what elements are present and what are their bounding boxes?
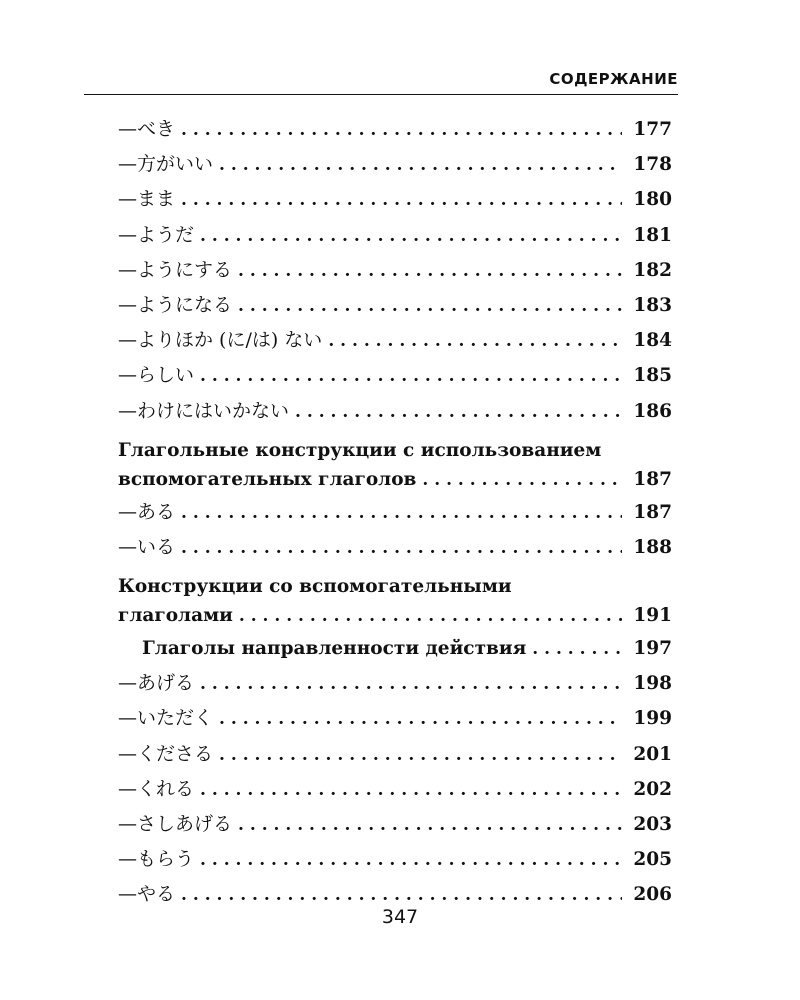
dot-leader [181,531,622,566]
toc-entry-page: 206 [633,884,672,906]
toc-entry-page: 182 [633,259,672,281]
toc-entry[interactable] [118,530,672,565]
dot-leader [219,738,622,773]
dot-leader [181,113,622,148]
dot-leader [328,324,622,359]
toc-entry[interactable] [118,666,672,701]
toc-entry-page: 205 [633,849,672,871]
table-of-contents [118,112,672,913]
toc-entry-page: 185 [633,365,672,387]
toc-entry-label: —もらう [118,848,195,871]
toc-entry[interactable] [118,358,672,393]
header-rule [84,94,678,95]
section-heading-line: Глагольные конструкции с использованием [118,439,602,461]
dot-leader [238,808,622,843]
toc-entry[interactable] [118,323,672,358]
toc-entry-label: —あげる [118,672,195,695]
toc-section-heading[interactable] [118,565,672,631]
dot-leader [219,702,622,737]
toc-entry-label: —ようにする [118,258,233,281]
toc-entry[interactable] [118,701,672,736]
toc-entry-page: 197 [633,638,672,660]
toc-entry-page: 186 [633,400,672,422]
toc-entry-page: 199 [633,708,672,730]
toc-entry-page: 198 [633,673,672,695]
toc-entry-page: 180 [633,189,672,211]
dot-leader [239,601,622,631]
toc-entry-label: —らしい [118,364,195,387]
toc-entry[interactable] [118,807,672,842]
toc-entry-page: 201 [633,743,672,765]
toc-entry-label: —まま [118,188,176,211]
running-head: СОДЕРЖАНИЕ [549,70,678,88]
toc-entry-label: —さしあげる [118,813,233,835]
toc-entry[interactable] [118,147,672,182]
dot-leader [200,667,622,702]
dot-leader [200,843,622,878]
toc-entry[interactable] [118,182,672,217]
section-heading-line: вспомогательных глаголов [118,468,417,490]
section-heading-row [118,601,672,631]
toc-entry-page: 183 [633,294,672,316]
toc-entry-label: —やる [118,883,176,906]
toc-entry-label: —方がいい [118,153,214,176]
dot-leader [181,183,622,218]
dot-leader [532,632,622,667]
toc-entry-page: 184 [633,330,672,352]
page-number: 347 [381,906,419,928]
toc-entry-page: 191 [633,605,672,627]
dot-leader [219,148,622,183]
toc-entry[interactable] [118,495,672,530]
toc-entry[interactable] [118,737,672,772]
toc-entry-page: 187 [633,501,672,523]
toc-entry-page: 181 [633,224,672,246]
toc-entry-label: —わけにはいかない [118,399,290,422]
section-heading-row [118,465,672,495]
dot-leader [200,219,622,254]
toc-entry[interactable] [118,288,672,323]
toc-entry-label: —いただく [118,707,214,730]
toc-entry-label: —くださる [118,742,214,765]
dot-leader [200,773,622,808]
toc-entry[interactable] [118,253,672,288]
dot-leader [238,254,622,289]
section-heading-line: Конструкции со вспомогательными [118,576,512,598]
toc-entry-label: —ある [118,500,176,523]
toc-entry-label: —くれる [118,777,195,800]
dot-leader [181,496,622,531]
toc-entry-label: —べき [118,118,176,140]
toc-entry-label: —ようだ [118,223,195,246]
toc-subsection-label: Глаголы направленности действия [142,638,527,660]
toc-entry[interactable] [118,842,672,877]
toc-entry-page: 202 [633,778,672,800]
toc-entry[interactable] [118,394,672,429]
toc-entry[interactable] [118,112,672,147]
toc-entry-page: 177 [633,119,672,140]
dot-leader [238,289,622,324]
toc-entry-label: —よりほか (に/は) ない [118,329,323,352]
dot-leader [200,359,622,394]
toc-entry-page: 188 [633,536,672,558]
dot-leader [295,395,622,430]
toc-entry[interactable] [118,772,672,807]
toc-entry-label: —いる [118,535,176,558]
toc-entry-page: 203 [633,814,672,835]
dot-leader [422,465,622,495]
toc-subsection[interactable] [118,631,672,666]
toc-entry-page: 187 [633,468,672,490]
toc-entry-label: —ようになる [118,293,233,316]
toc-entry-page: 178 [633,154,672,176]
toc-section-heading[interactable] [118,429,672,495]
section-heading-line: глаголами [118,605,233,627]
toc-entry[interactable] [118,218,672,253]
